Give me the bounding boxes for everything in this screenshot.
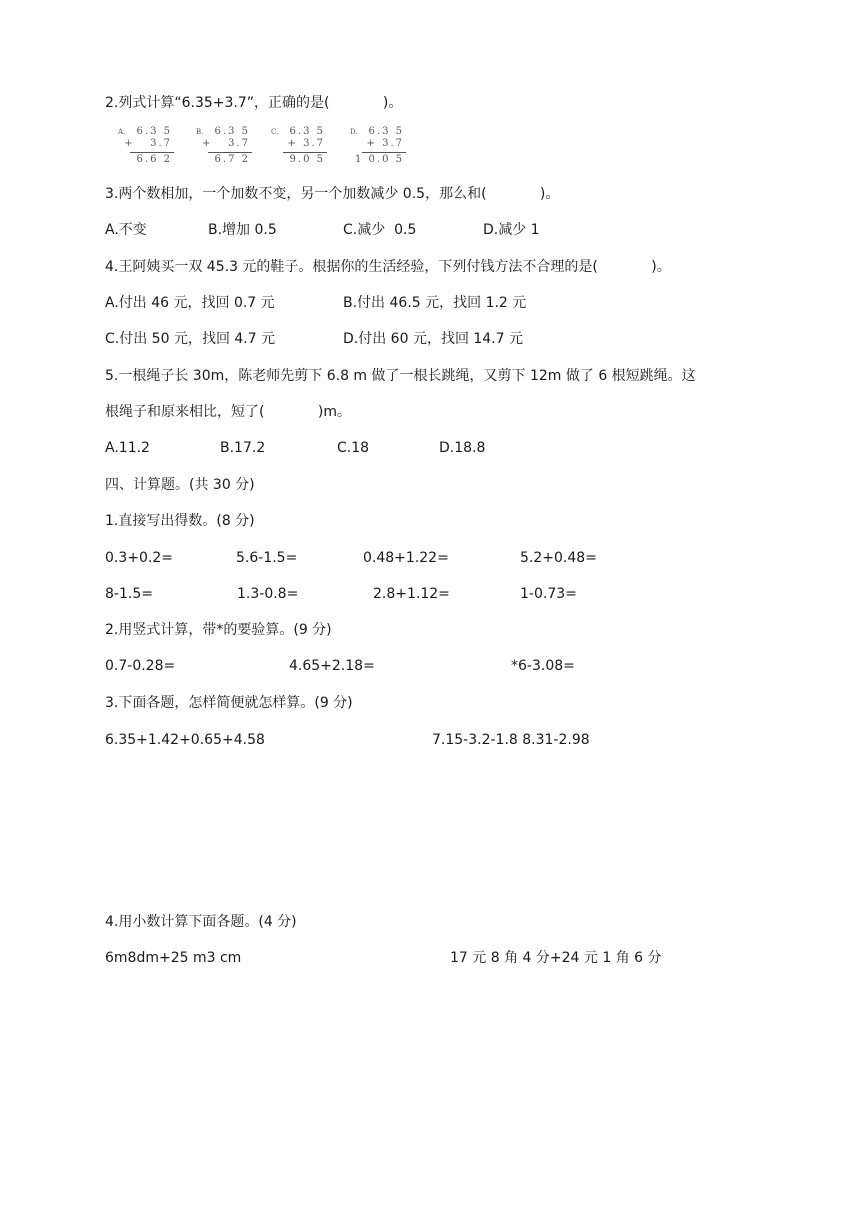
q4-text: 4.王阿姨买一双 45.3 元的鞋子。根据你的生活经验，下列付钱方法不合理的是( )。 [105,259,671,275]
q3-option-a[interactable]: A.不变 [105,222,147,238]
q5-option-a[interactable]: A.11.2 [105,440,150,456]
sum-line [283,152,327,153]
addend-2: + 3.7 [124,138,172,149]
q3-option-b[interactable]: B.增加 0.5 [208,222,277,238]
expression: 8-1.5= [105,586,153,602]
option-label: B. [196,128,204,136]
expression: *6-3.08= [511,658,575,674]
sum-line [130,152,174,153]
addend-2: + 3.7 [366,138,404,149]
part-1-row-1 [105,549,705,567]
sum: 1 0.0 5 [355,154,404,165]
q5-text-line-1: 5.一根绳子长 30m，陈老师先剪下 6.8 m 做了一根长跳绳，又剪下 12m 做了 6 根短跳绳。这 [105,368,696,384]
expression: 7.15-3.2-1.8 8.31-2.98 [432,732,590,748]
part-4-row [105,949,755,967]
q5-option-d[interactable]: D.18.8 [439,440,486,456]
q3-option-c[interactable]: C.减少 0.5 [343,222,417,238]
expression: 0.3+0.2= [105,550,173,566]
expression: 6.35+1.42+0.65+4.58 [105,732,265,748]
sum: 6.6 2 [136,154,172,165]
q4-option-b[interactable]: B.付出 46.5 元，找回 1.2 元 [343,295,527,311]
option-label: C. [271,128,279,136]
sum: 6.7 2 [214,154,250,165]
q4-options-row-2 [105,330,705,348]
expression: 0.48+1.22= [363,550,449,566]
q4-option-d[interactable]: D.付出 60 元，找回 14.7 元 [343,331,524,347]
expression: 5.6-1.5= [236,550,298,566]
q4-options-row-1 [105,294,705,312]
option-label: D. [350,128,358,136]
q2-option-a[interactable] [118,126,172,168]
q2-option-b[interactable] [196,126,250,168]
q3-option-d[interactable]: D.减少 1 [483,222,540,238]
q2-option-c[interactable] [271,126,325,168]
q3-options [105,221,705,239]
addend-2: + 3.7 [202,138,250,149]
addend-2: + 3.7 [287,138,325,149]
q3-text: 3.两个数相加，一个加数不变，另一个加数减少 0.5，那么和( )。 [105,186,560,202]
expression: 17 元 8 角 4 分+24 元 1 角 6 分 [450,950,662,966]
expression: 4.65+2.18= [289,658,375,674]
part-4-title: 4.用小数计算下面各题。(4 分) [105,914,297,930]
part-1-row-2 [105,585,705,603]
part-3-row [105,731,705,749]
q5-options [105,439,705,457]
addend-1: 6.3 5 [136,126,172,137]
addend-1: 6.3 5 [214,126,250,137]
option-label: A. [118,128,126,136]
expression: 0.7-0.28= [105,658,176,674]
expression: 5.2+0.48= [520,550,597,566]
q5-option-c[interactable]: C.18 [337,440,370,456]
expression: 1.3-0.8= [237,586,299,602]
part-2-title: 2.用竖式计算，带*的要验算。(9 分) [105,622,332,638]
sum-line [208,152,252,153]
sum-line [362,152,406,153]
part-1-title: 1.直接写出得数。(8 分) [105,513,255,529]
sum: 9.0 5 [289,154,325,165]
q5-option-b[interactable]: B.17.2 [220,440,266,456]
expression: 2.8+1.12= [373,586,450,602]
q4-option-c[interactable]: C.付出 50 元，找回 4.7 元 [105,331,276,347]
part-2-row [105,657,705,675]
q5-text-line-2: 根绳子和原来相比，短了( )m。 [105,404,351,420]
addend-1: 6.3 5 [289,126,325,137]
q2-text: 2.列式计算“6.35+3.7”，正确的是( )。 [105,95,403,111]
part-3-title: 3.下面各题，怎样简便就怎样算。(9 分) [105,695,353,711]
section-4-title: 四、计算题。(共 30 分) [105,477,255,493]
q4-option-a[interactable]: A.付出 46 元，找回 0.7 元 [105,295,275,311]
expression: 1-0.73= [520,586,577,602]
q2-option-d[interactable] [350,126,404,168]
addend-1: 6.3 5 [368,126,404,137]
expression: 6m8dm+25 m3 cm [105,950,242,966]
